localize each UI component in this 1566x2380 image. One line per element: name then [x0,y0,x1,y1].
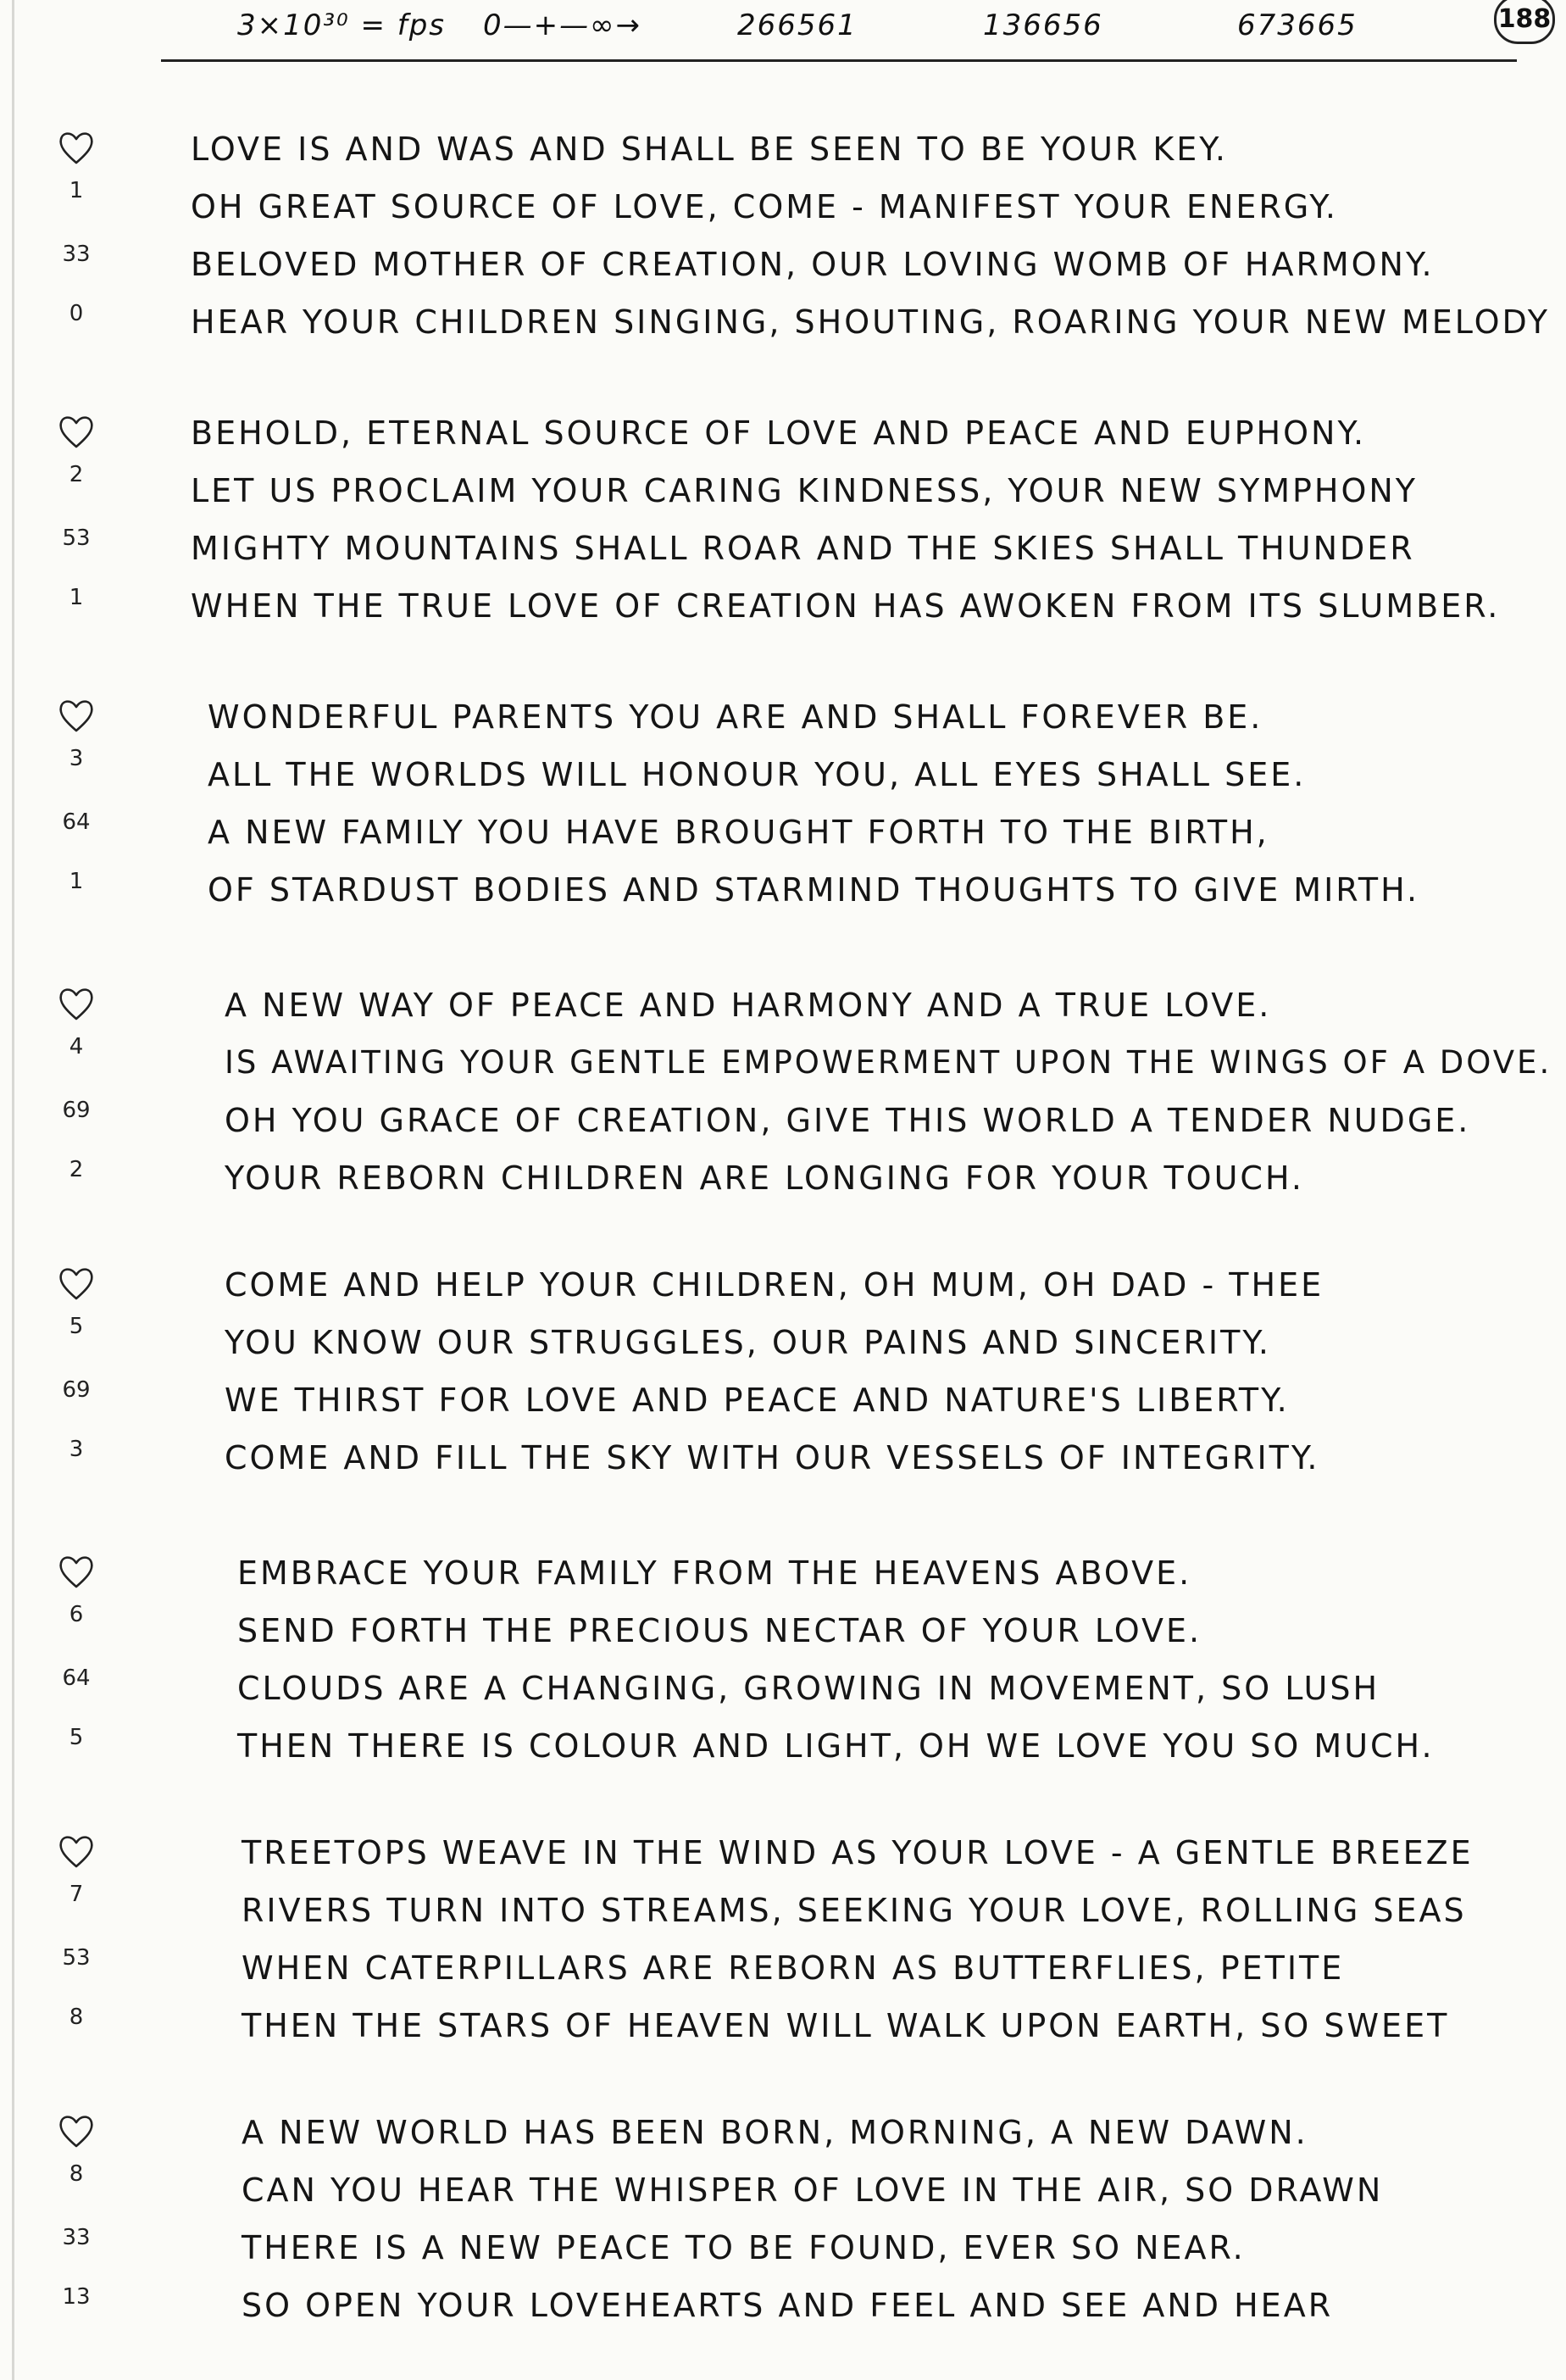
margin-number: 69 [62,1377,91,1403]
poem-line: BEHOLD, ETERNAL SOURCE OF LOVE AND PEACE AND EUPHONY. [191,414,1367,452]
poem-line: OH GREAT SOURCE OF LOVE, COME - MANIFEST YOUR ENERGY. [191,188,1338,225]
heart-icon [56,127,97,168]
margin-number: 2 [69,1157,84,1182]
header-number-3: 673665 [1237,8,1358,42]
stanza [0,131,1566,390]
margin-number: 7 [69,1882,84,1907]
header-infinity-arrow: 0—+—∞→ [483,8,641,42]
stanza [0,414,1566,674]
header-rule [161,0,1517,62]
stanza [0,1834,1566,2094]
stanza [0,987,1566,1246]
margin-number: 1 [69,869,84,894]
poem-line: BELOVED MOTHER OF CREATION, OUR LOVING WOMB OF HARMONY. [191,246,1435,283]
poem-line: SEND FORTH THE PRECIOUS NECTAR OF YOUR LOVE. [237,1612,1202,1649]
poem-line: WHEN CATERPILLARS ARE REBORN AS BUTTERFLIES, PETITE [242,1949,1345,1987]
margin-number: 69 [62,1098,91,1123]
poem-line: LOVE IS AND WAS AND SHALL BE SEEN TO BE YOUR KEY. [191,131,1228,168]
header-formula: 3×10³⁰ = fps [237,8,447,42]
margin-number: 8 [69,2005,84,2030]
heart-icon [56,695,97,736]
poem-line: THEN THE STARS OF HEAVEN WILL WALK UPON EARTH, SO SWEET [242,2007,1450,2044]
margin-number: 33 [62,242,91,267]
margin-number: 53 [62,1945,91,1971]
header-number-2: 136656 [983,8,1103,42]
heart-icon [56,411,97,452]
poem-line: WHEN THE TRUE LOVE OF CREATION HAS AWOKEN FROM ITS SLUMBER. [191,587,1501,625]
margin-number: 8 [69,2161,84,2187]
poem-line: RIVERS TURN INTO STREAMS, SEEKING YOUR LOVE, ROLLING SEAS [242,1892,1467,1929]
poem-line: A NEW WAY OF PEACE AND HARMONY AND A TRUE LOVE. [225,987,1272,1024]
page-number: 188 [1494,0,1555,44]
heart-icon [56,1263,97,1304]
poem-line: YOU KNOW OUR STRUGGLES, OUR PAINS AND SINCERITY. [225,1324,1271,1361]
margin-number: 1 [69,585,84,610]
margin-number: 1 [69,178,84,203]
poem-line: ALL THE WORLDS WILL HONOUR YOU, ALL EYES SHALL SEE. [208,756,1307,793]
margin-number: 2 [69,462,84,487]
stanza [0,2114,1566,2373]
heart-icon [56,1831,97,1871]
poem-line: COME AND HELP YOUR CHILDREN, OH MUM, OH DAD - THEE [225,1266,1324,1304]
poem-line: COME AND FILL THE SKY WITH OUR VESSELS OF INTEGRITY. [225,1439,1320,1476]
header-number-1: 266561 [737,8,858,42]
poem-line: YOUR REBORN CHILDREN ARE LONGING FOR YOUR TOUCH. [225,1159,1304,1197]
stanza [0,1266,1566,1526]
poem-line: IS AWAITING YOUR GENTLE EMPOWERMENT UPON THE WINGS OF A DOVE. [225,1044,1552,1081]
poem-line: WE THIRST FOR LOVE AND PEACE AND NATURE'S LIBERTY. [225,1382,1290,1419]
stanza [0,1554,1566,1814]
poem-line: OH YOU GRACE OF CREATION, GIVE THIS WORLD A TENDER NUDGE. [225,1102,1471,1139]
poem-line: CAN YOU HEAR THE WHISPER OF LOVE IN THE AIR, SO DRAWN [242,2171,1384,2209]
poem-line: MIGHTY MOUNTAINS SHALL ROAR AND THE SKIES SHALL THUNDER [191,530,1415,567]
poem-line: OF STARDUST BODIES AND STARMIND THOUGHTS TO GIVE MIRTH. [208,871,1420,909]
margin-number: 3 [69,1437,84,1462]
poem-line: LET US PROCLAIM YOUR CARING KINDNESS, YOUR NEW SYMPHONY [191,472,1419,509]
heart-icon [56,1551,97,1592]
poem-line: CLOUDS ARE A CHANGING, GROWING IN MOVEMENT, SO LUSH [237,1670,1380,1707]
poem-line: SO OPEN YOUR LOVEHEARTS AND FEEL AND SEE AND HEAR [242,2287,1334,2324]
margin-number: 64 [62,1665,91,1691]
margin-number: 64 [62,809,91,835]
margin-number: 3 [69,746,84,771]
poem-line: THERE IS A NEW PEACE TO BE FOUND, EVER SO NEAR. [242,2229,1246,2266]
margin-number: 53 [62,525,91,551]
margin-number: 5 [69,1725,84,1750]
heart-icon [56,2110,97,2151]
margin-number: 33 [62,2225,91,2250]
margin-number: 13 [62,2284,91,2310]
margin-number: 5 [69,1314,84,1339]
heart-icon [56,983,97,1024]
margin-number: 4 [69,1034,84,1059]
poem-line: A NEW FAMILY YOU HAVE BROUGHT FORTH TO THE BIRTH, [208,814,1269,851]
poem-line: WONDERFUL PARENTS YOU ARE AND SHALL FOREVER BE. [208,698,1263,736]
poem-line: A NEW WORLD HAS BEEN BORN, MORNING, A NEW DAWN. [242,2114,1308,2151]
margin-number: 6 [69,1602,84,1627]
stanza [0,698,1566,958]
poem-line: HEAR YOUR CHILDREN SINGING, SHOUTING, ROARING YOUR NEW MELODY [191,303,1550,341]
poem-line: TREETOPS WEAVE IN THE WIND AS YOUR LOVE - A GENTLE BREEZE [242,1834,1474,1871]
poem-line: EMBRACE YOUR FAMILY FROM THE HEAVENS ABOVE. [237,1554,1192,1592]
margin-number: 0 [69,301,84,326]
poem-line: THEN THERE IS COLOUR AND LIGHT, OH WE LOVE YOU SO MUCH. [237,1727,1435,1765]
